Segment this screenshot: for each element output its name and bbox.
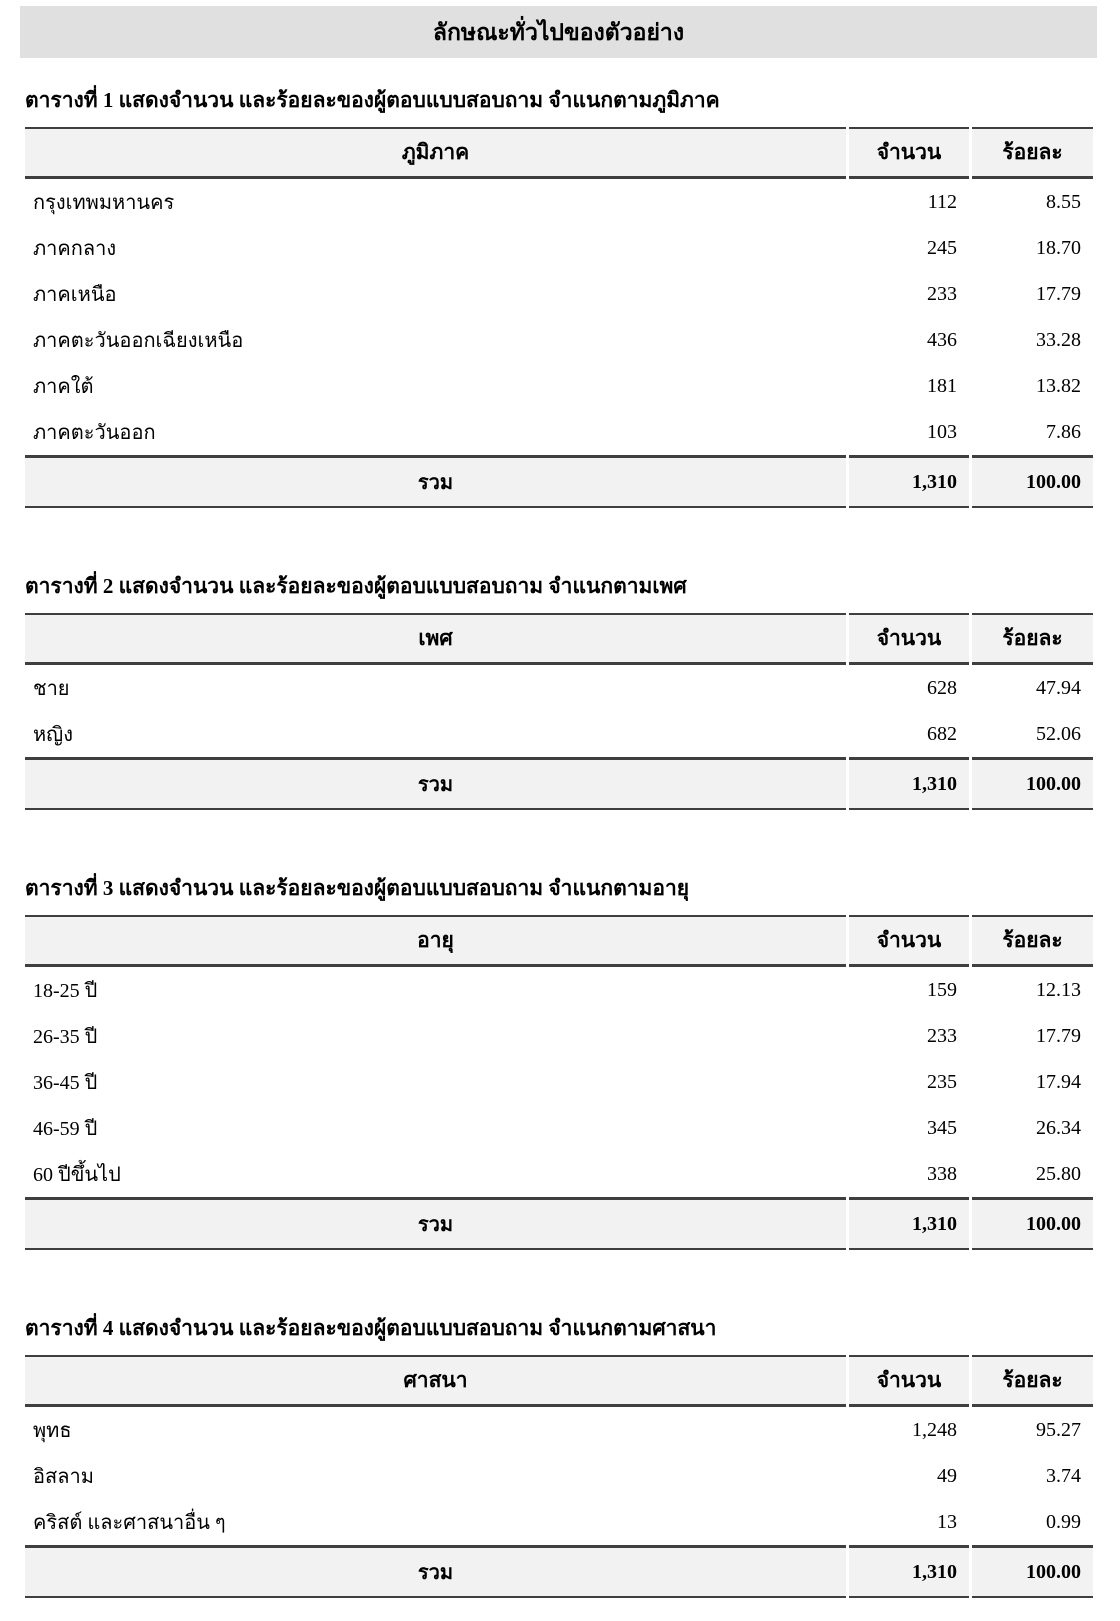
- total-value: 100.00: [972, 1545, 1093, 1598]
- table-header: [25, 127, 1093, 179]
- total-label: รวม: [25, 1545, 846, 1598]
- table-row: [25, 711, 1093, 757]
- row-value: 47.94: [1036, 676, 1081, 699]
- row-value: 345: [927, 1116, 957, 1139]
- row-value: 436: [927, 328, 957, 351]
- row-value: 245: [927, 236, 957, 259]
- total-row: [25, 1197, 1093, 1250]
- table-header-row: [25, 613, 1093, 665]
- table-footer: [25, 1545, 1093, 1598]
- table-header-row: [25, 127, 1093, 179]
- total-value: 100.00: [972, 455, 1093, 508]
- row-value: 235: [927, 1070, 957, 1093]
- column-header: ร้อยละ: [972, 1355, 1093, 1407]
- total-value: 1,310: [849, 1545, 969, 1598]
- row-label: 60 ปีขึ้นไป: [33, 1164, 121, 1186]
- row-label: 26-35 ปี: [33, 1026, 98, 1048]
- total-value: 1,310: [849, 757, 969, 810]
- table-row: [25, 1059, 1093, 1105]
- table-row: [25, 1013, 1093, 1059]
- row-value: 33.28: [1036, 328, 1081, 351]
- table-header: [25, 1355, 1093, 1407]
- row-label: ภาคตะวันออกเฉียงเหนือ: [33, 330, 244, 352]
- row-label: ชาย: [33, 678, 70, 700]
- row-value: 49: [937, 1464, 957, 1487]
- row-label: ภาคใต้: [33, 376, 94, 398]
- row-value: 233: [927, 1024, 957, 1047]
- row-value: 13.82: [1036, 374, 1081, 397]
- row-value: 18.70: [1036, 236, 1081, 259]
- total-row: [25, 1545, 1093, 1598]
- row-value: 103: [927, 420, 957, 443]
- total-value: 100.00: [972, 757, 1093, 810]
- row-value: 338: [927, 1162, 957, 1185]
- row-value: 112: [927, 190, 957, 213]
- table-caption: ตารางที่ 3 แสดงจำนวน และร้อยละของผู้ตอบแบบสอบถาม จำแนกตามอายุ: [25, 876, 690, 900]
- column-header: เพศ: [25, 613, 846, 665]
- row-value: 233: [927, 282, 957, 305]
- row-value: 13: [937, 1510, 957, 1533]
- row-value: 682: [927, 722, 957, 745]
- table-header-row: [25, 915, 1093, 967]
- table-row: [25, 317, 1093, 363]
- table-row: [25, 179, 1093, 225]
- total-label: รวม: [25, 1197, 846, 1250]
- row-label: 18-25 ปี: [33, 980, 98, 1002]
- table-section: [25, 1314, 1093, 1598]
- row-value: 17.79: [1036, 282, 1081, 305]
- data-table: [22, 915, 1096, 1250]
- total-value: 1,310: [849, 1197, 969, 1250]
- row-label: 36-45 ปี: [33, 1072, 98, 1094]
- row-value: 52.06: [1036, 722, 1081, 745]
- table-footer: [25, 757, 1093, 810]
- table-section: [25, 86, 1093, 508]
- column-header: จำนวน: [849, 1355, 969, 1407]
- column-header: จำนวน: [849, 915, 969, 967]
- table-footer: [25, 1197, 1093, 1250]
- tables-container: [0, 86, 1120, 1598]
- table-section: [25, 874, 1093, 1250]
- data-table: [22, 127, 1096, 508]
- row-label: ภาคตะวันออก: [33, 422, 156, 444]
- row-value: 7.86: [1046, 420, 1081, 443]
- column-header: อายุ: [25, 915, 846, 967]
- column-header: ร้อยละ: [972, 127, 1093, 179]
- table-row: [25, 1105, 1093, 1151]
- row-label: ภาคกลาง: [33, 238, 117, 260]
- row-value: 17.94: [1036, 1070, 1081, 1093]
- table-body: [25, 967, 1093, 1197]
- row-label: พุทธ: [33, 1420, 72, 1442]
- total-label: รวม: [25, 455, 846, 508]
- row-value: 25.80: [1036, 1162, 1081, 1185]
- total-value: 100.00: [972, 1197, 1093, 1250]
- row-label: กรุงเทพมหานคร: [33, 192, 175, 214]
- row-value: 628: [927, 676, 957, 699]
- data-table: [22, 613, 1096, 810]
- table-header-row: [25, 1355, 1093, 1407]
- total-row: [25, 757, 1093, 810]
- table-body: [25, 179, 1093, 455]
- table-section: [25, 572, 1093, 810]
- row-value: 1,248: [912, 1418, 957, 1441]
- table-caption: ตารางที่ 2 แสดงจำนวน และร้อยละของผู้ตอบแบบสอบถาม จำแนกตามเพศ: [25, 574, 687, 598]
- table-body: [25, 1407, 1093, 1545]
- row-value: 95.27: [1036, 1418, 1081, 1441]
- row-label: อิสลาม: [33, 1466, 94, 1488]
- row-value: 12.13: [1036, 978, 1081, 1001]
- table-row: [25, 1151, 1093, 1197]
- table-row: [25, 1499, 1093, 1545]
- column-header: ภูมิภาค: [25, 127, 846, 179]
- table-row: [25, 363, 1093, 409]
- data-table: [22, 1355, 1096, 1598]
- column-header: จำนวน: [849, 127, 969, 179]
- row-label: หญิง: [33, 724, 73, 746]
- row-value: 26.34: [1036, 1116, 1081, 1139]
- table-row: [25, 271, 1093, 317]
- total-label: รวม: [25, 757, 846, 810]
- table-footer: [25, 455, 1093, 508]
- table-header: [25, 915, 1093, 967]
- total-value: 1,310: [849, 455, 969, 508]
- table-body: [25, 665, 1093, 757]
- row-value: 8.55: [1046, 190, 1081, 213]
- row-label: ภาคเหนือ: [33, 284, 117, 306]
- row-label: 46-59 ปี: [33, 1118, 98, 1140]
- table-row: [25, 1453, 1093, 1499]
- table-row: [25, 225, 1093, 271]
- total-row: [25, 455, 1093, 508]
- column-header: ร้อยละ: [972, 915, 1093, 967]
- table-caption: ตารางที่ 1 แสดงจำนวน และร้อยละของผู้ตอบแบบสอบถาม จำแนกตามภูมิภาค: [25, 88, 720, 112]
- table-row: [25, 665, 1093, 711]
- table-row: [25, 409, 1093, 455]
- column-header: ร้อยละ: [972, 613, 1093, 665]
- page-title: ลักษณะทั่วไปของตัวอย่าง: [20, 6, 1097, 58]
- table-caption: ตารางที่ 4 แสดงจำนวน และร้อยละของผู้ตอบแบบสอบถาม จำแนกตามศาสนา: [25, 1316, 717, 1340]
- row-value: 3.74: [1046, 1464, 1081, 1487]
- table-row: [25, 1407, 1093, 1453]
- table-header: [25, 613, 1093, 665]
- row-label: คริสต์ และศาสนาอื่น ๆ: [33, 1512, 226, 1534]
- row-value: 17.79: [1036, 1024, 1081, 1047]
- column-header: จำนวน: [849, 613, 969, 665]
- row-value: 181: [927, 374, 957, 397]
- table-row: [25, 967, 1093, 1013]
- column-header: ศาสนา: [25, 1355, 846, 1407]
- row-value: 0.99: [1046, 1510, 1081, 1533]
- row-value: 159: [927, 978, 957, 1001]
